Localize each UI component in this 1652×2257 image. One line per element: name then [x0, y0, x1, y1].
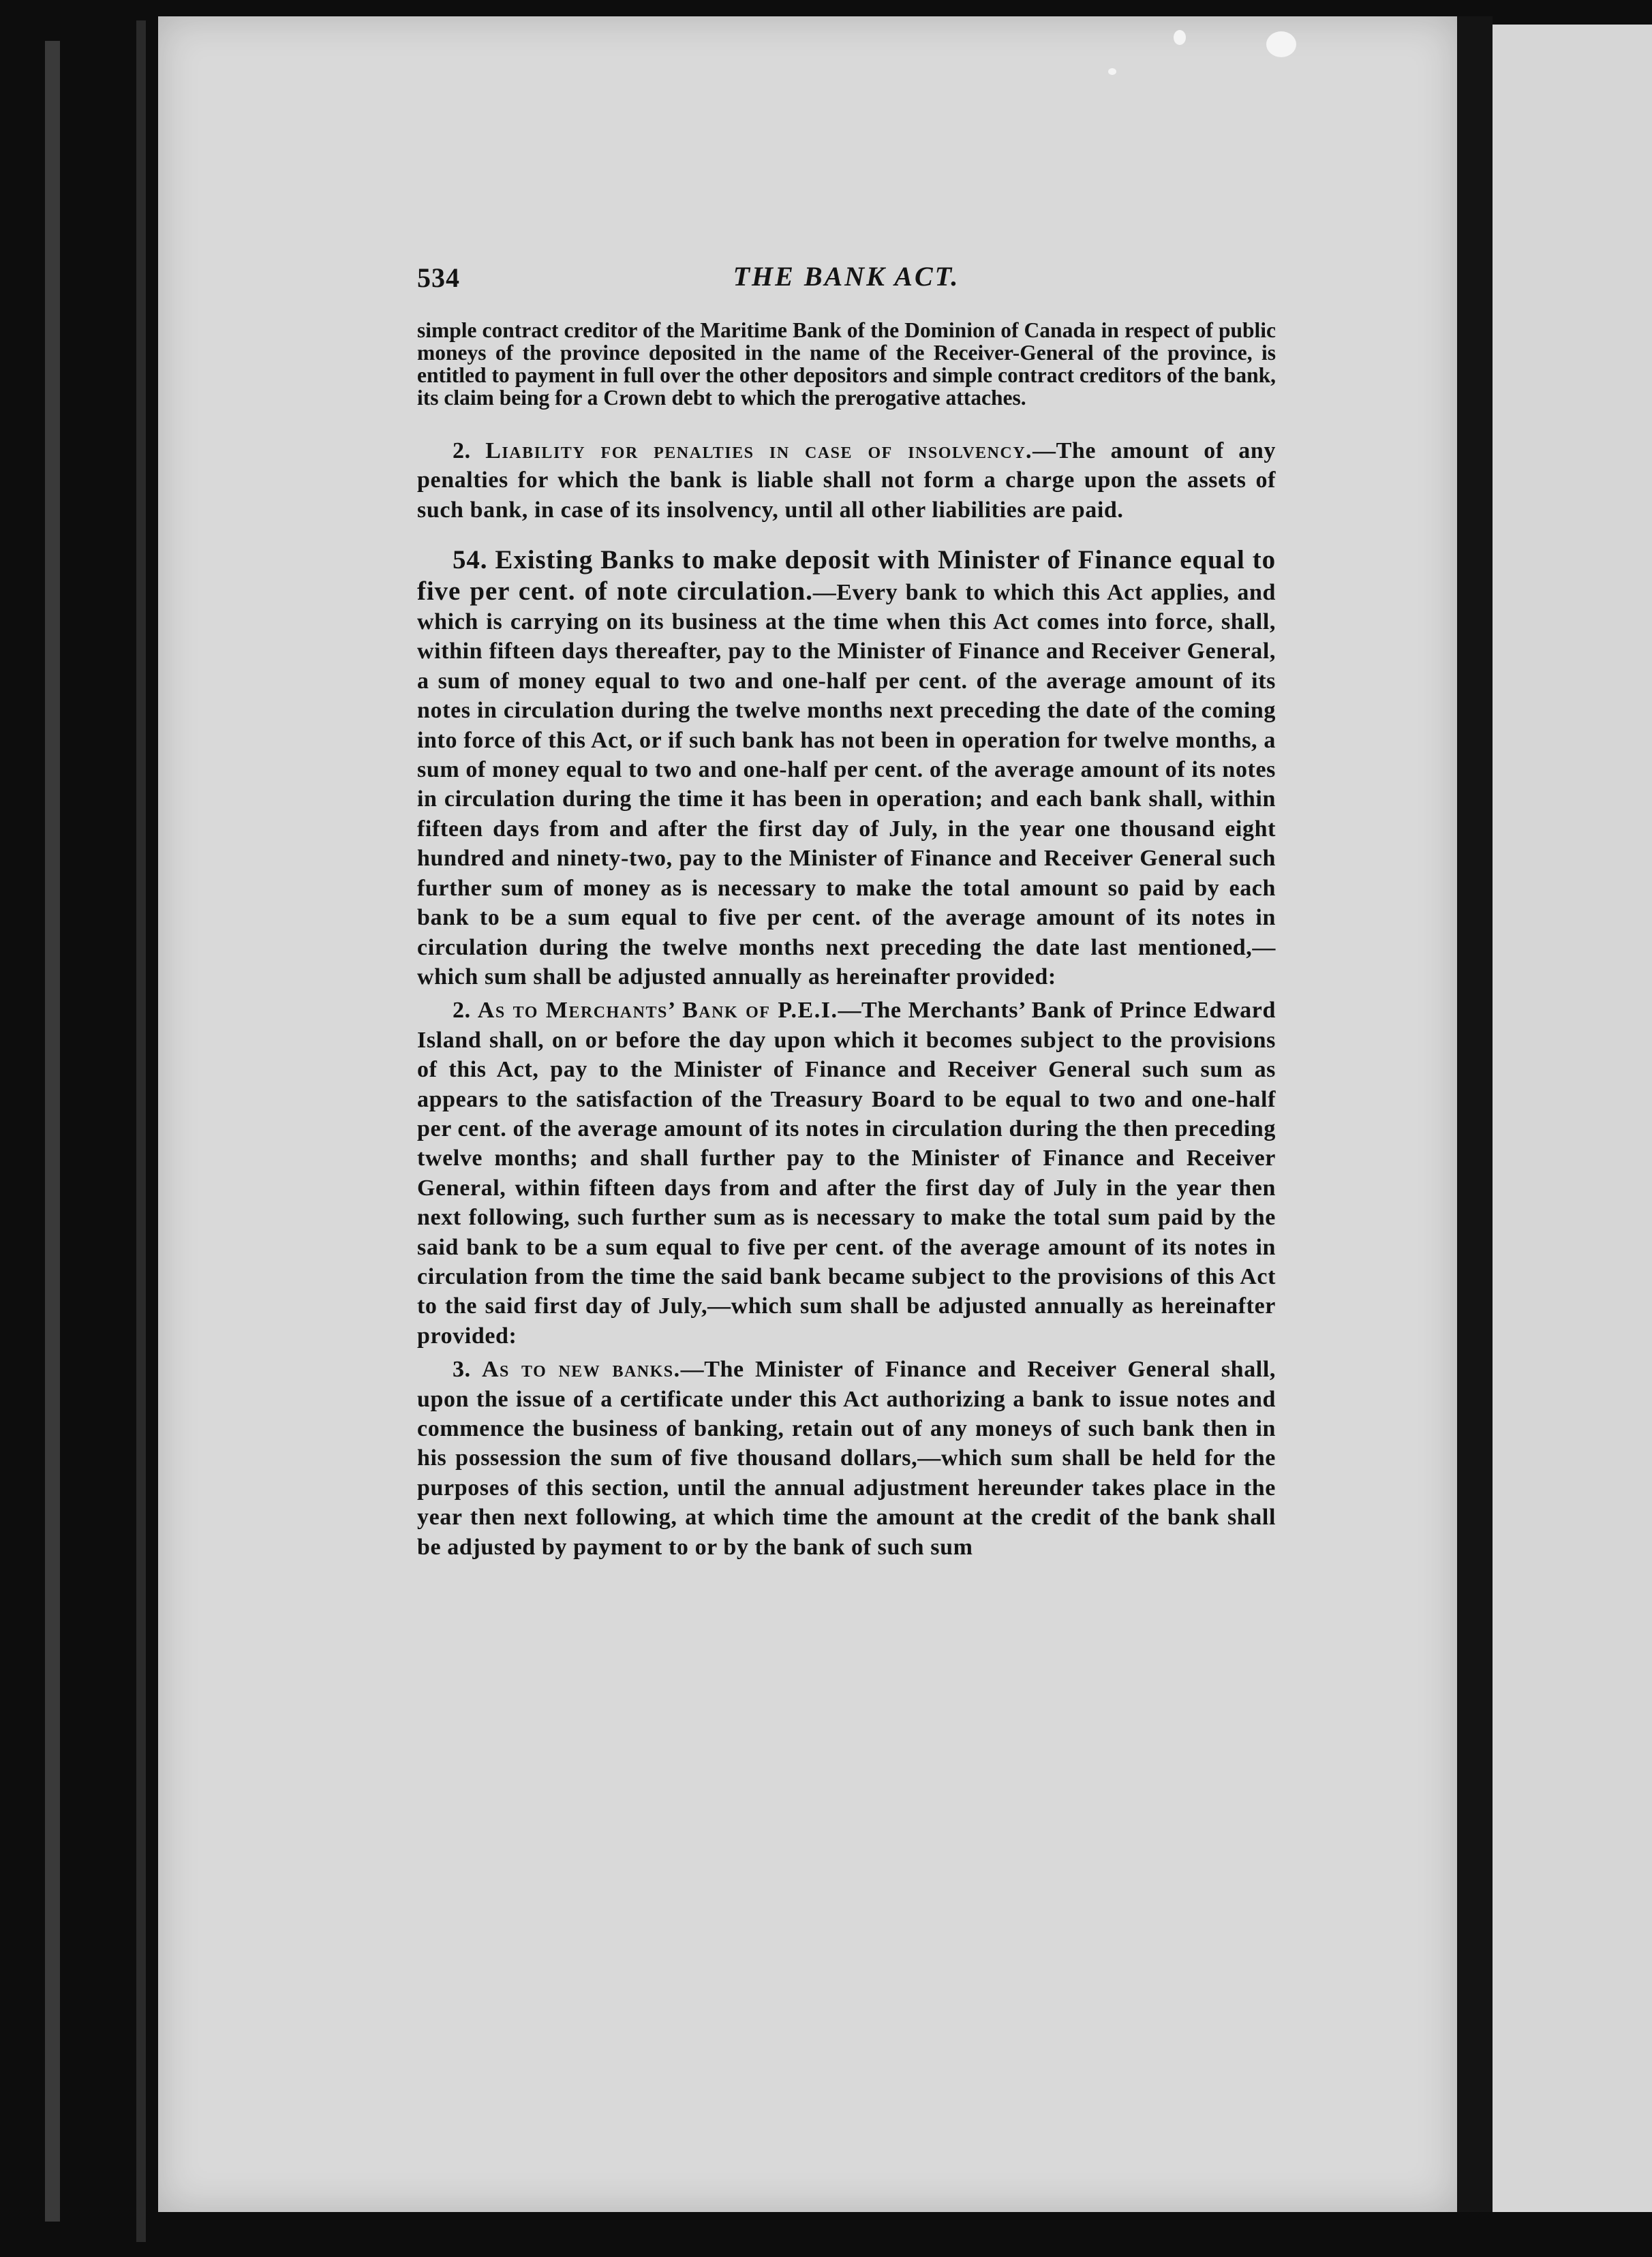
section-paragraph: [417, 545, 1276, 992]
subsection-heading: As to Merchants’ Bank of P.E.I.: [477, 998, 838, 1024]
scan-binding-strip: [136, 20, 146, 2242]
scan-speck: [1266, 31, 1296, 57]
subsection-paragraph: [417, 1355, 1276, 1562]
scan-speck: [1174, 30, 1186, 45]
facing-page-edge: [1493, 25, 1652, 2212]
page-number: 534: [417, 262, 460, 293]
paragraph-text: simple contract creditor of the Maritime Bank of the Dominion of Canada in respect of public moneys of the province deposited in the name of the Receiver-General of the province, is entitled to payment in full over the other depositors and simple contract creditors of the bank, its claim being for a Crown debt to which the prerogative attaches.: [417, 318, 1276, 410]
paragraph-text: —The amount of any penalties for which the bank is liable shall not form a charge upon the assets of such bank, in case of its insolvency, until all other liabilities are paid.: [417, 438, 1276, 523]
subsection-number: 3.: [453, 1357, 471, 1383]
paragraph-text: —Every bank to which this Act applies, and which is carrying on its business at the time when this Act comes into force, shall, within fifteen days thereafter, pay to the Minister of Finance and Receiver General, a sum of money equal to two and one-half per cent. of the average amount of its notes in circulation during the twelve months next preceding the date of the coming into force of this Act, or if such bank has not been in operation for twelve months, a sum of money equal to two and one-half per cent. of the average amount of its notes in circulation during the time it has been in operation; and each bank shall, within fifteen days from and after the first day of July, in the year one thousand eight hundred and ninety-two, pay to the Minister of Finance and Receiver General such further sum of money as is necessary to make the total amount so paid by each bank to be a sum equal to five per cent. of the average amount of its notes in circulation during the twelve months next preceding the date last mentioned,—which sum shall be adjusted annually as hereinafter provided:: [417, 579, 1276, 989]
running-head-title: THE BANK ACT.: [733, 261, 960, 292]
paragraph-text: —The Merchants’ Bank of Prince Edward Island shall, on or before the day upon which it becomes subject to the provisions of this Act, pay to the Minister of Finance and Receiver General such sum as appears to the satisfaction of the Treasury Board to be equal to two and one-half per cent. of the average amount of its notes in circulation during the then preceding twelve months; and shall further pay to the Minister of Finance and Receiver General, within fifteen days from and after the first day of July in the year then next following, such further sum as is necessary to make the total sum paid by the said bank to be a sum equal to five per cent. of the average amount of its notes in circulation from the time the said bank became subject to the provisions of this Act to the said first day of July,—which sum shall be adjusted annually as hereinafter provided:: [417, 998, 1276, 1349]
page-text: [417, 258, 1276, 1562]
subsection-number: 2.: [453, 998, 471, 1024]
page-gutter: [1457, 16, 1493, 2212]
running-head: [417, 258, 1276, 305]
scan-edge-strip: [45, 41, 60, 2222]
subsection-paragraph: [417, 436, 1276, 525]
subsection-heading: As to new banks.: [481, 1357, 681, 1383]
subsection-number: 2.: [453, 438, 471, 463]
section-heading: 54. Existing Banks to make deposit with Minister of Finance equal to five per cent. of note circulation.: [417, 545, 1276, 606]
scan-speck: [1108, 68, 1116, 75]
paragraph-text: —The Minister of Finance and Receiver General shall, upon the issue of a certificate under this Act authorizing a bank to issue notes and commence the business of banking, retain out of any moneys of such bank then in his possession the sum of five thousand dollars,—which sum shall be held for the purposes of this section, until the annual adjustment hereunder takes place in the year then next following, at which time the amount at the credit of the bank shall be adjusted by payment to or by the bank of such sum: [417, 1357, 1276, 1560]
subsection-heading: Liability for penalties in case of insolvency.: [485, 438, 1033, 463]
subsection-paragraph: [417, 996, 1276, 1351]
continued-paragraph: [417, 319, 1276, 409]
